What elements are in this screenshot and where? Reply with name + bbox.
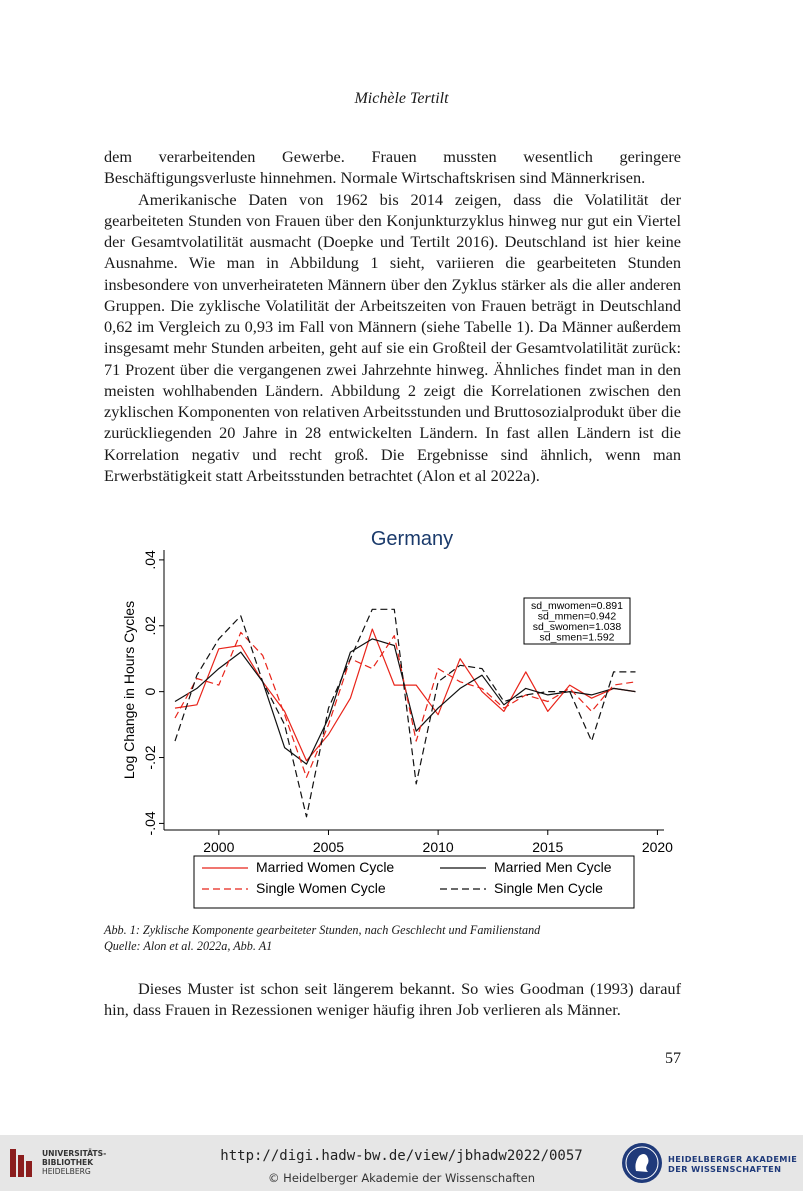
library-logo-line: UNIVERSITÄTS- <box>42 1149 107 1158</box>
y-tick-label: -.02 <box>142 745 158 770</box>
x-tick-label: 2020 <box>641 839 673 855</box>
academy-logo-line: DER WISSENSCHAFTEN <box>668 1164 782 1174</box>
footer-bar <box>0 1135 803 1191</box>
page-number: 57 <box>665 1050 681 1067</box>
legend-label: Single Men Cycle <box>494 880 603 896</box>
library-logo-line: HEIDELBERG <box>42 1167 91 1176</box>
academy-logo[interactable] <box>620 1139 800 1187</box>
stats-annotation-line: sd_smen=1.592 <box>539 631 615 644</box>
x-tick-label: 2010 <box>422 839 454 855</box>
stats-annotation-line: sd_mwomen=0.891 <box>531 600 623 612</box>
x-tick-label: 2005 <box>312 839 345 855</box>
document-url[interactable]: http://digi.hadw-bw.de/view/jbhadw2022/0057 <box>220 1148 583 1164</box>
academy-seal-icon <box>620 1141 664 1185</box>
y-tick-label: .04 <box>142 550 158 570</box>
legend-label: Married Women Cycle <box>256 859 395 875</box>
paragraph: dem verarbeitenden Gewerbe. Frauen mussten wesentlich geringere Beschäftigungsverluste hinnehmen. Normale Wirtschaftskrisen sind Männerkrisen. <box>104 147 681 188</box>
library-logo-line: BIBLIOTHEK <box>42 1158 94 1167</box>
body-text-top <box>104 146 681 486</box>
academy-logo-text <box>668 1154 797 1174</box>
legend-label: Married Men Cycle <box>494 859 612 875</box>
stats-annotation-line: sd_mmen=0.942 <box>537 610 617 623</box>
y-axis-label: Log Change in Hours Cycles <box>121 600 137 780</box>
caption-title: Abb. 1: Zyklische Komponente gearbeiteter Stunden, nach Geschlecht und Familienstand <box>104 923 541 937</box>
series-line-single-women-cycle <box>175 632 636 777</box>
caption-source: Quelle: Alon et al. 2022a, Abb. A1 <box>104 939 273 953</box>
chart-title: Germany <box>370 528 454 550</box>
legend-label: Single Women Cycle <box>256 880 386 896</box>
body-text-bottom <box>104 978 681 1021</box>
paragraph: Amerikanische Daten von 1962 bis 2014 zeigen, dass die Volatilität der gearbeiteten Stunden von Frauen über den Konjunkturzyklus hinweg nur gut ein Viertel der Gesamtvolatilität ausmacht (Doepke und Tertilt 2016). Deutschland ist hier keine Ausnahme. Wie man in Abbildung 1 sieht, variieren die gearbeiteten Stunden insbesondere von unverheirateten Männern über den Zyklus stärker als die aller anderen Gruppen. Die zyklische Volatilität der Arbeitszeiten von Frauen beträgt in Deutschland 0,62 im Vergleich zu 0,93 im Fall von Männern (siehe Tabelle 1). Da Männer außerdem insgesamt mehr Stunden arbeiten, geht auf sie ein Großteil der Gesamtvolatilität zurück: 71 Prozent über die vergangenen zwei Jahrzehnte hinweg. Ähnliches findet man in den meisten wohlhabenden Ländern. Abbildung 2 zeigt die Korrelationen zwischen den zyklischen Komponenten von relativen Arbeitsstunden und Bruttosozialprodukt über die zurückliegenden 20 Jahre in 28 entwickelten Ländern. In fast allen Ländern ist die Korrelation negativ und recht groß. Die Ergebnisse sind ähnlich, wenn man Erwerbstätigkeit statt Arbeitsstunden betrachtet (Alon et al 2022a). <box>104 189 681 485</box>
x-tick-label: 2015 <box>532 839 564 855</box>
series-line-married-men-cycle <box>175 639 636 764</box>
y-tick-label: -.04 <box>142 811 158 836</box>
academy-logo-line: HEIDELBERGER AKADEMIE <box>668 1154 798 1164</box>
figure-chart <box>104 520 681 916</box>
line-chart <box>104 520 681 916</box>
paragraph: Dieses Muster ist schon seit längerem bekannt. So wies Goodman (1993) darauf hin, dass Frauen in Rezessionen weniger häufig ihren Job verlieren als Männer. <box>104 979 681 1020</box>
running-head: Michèle Tertilt <box>354 90 449 107</box>
stats-annotation-line: sd_swomen=1.038 <box>532 621 622 633</box>
x-tick-label: 2000 <box>203 839 235 855</box>
copyright-notice: © Heidelberger Akademie der Wissenschaften <box>268 1171 535 1185</box>
y-tick-label: 0 <box>142 687 158 696</box>
y-tick-label: .02 <box>142 616 158 636</box>
figure-caption <box>104 922 681 954</box>
